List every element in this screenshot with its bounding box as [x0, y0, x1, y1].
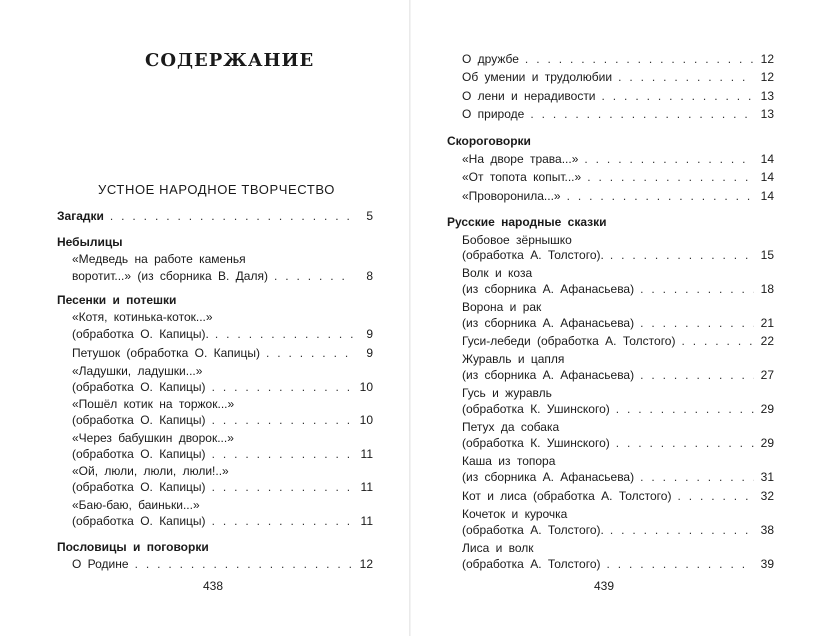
- toc-entry-line[interactable]: «Медведь на работе каменья: [72, 252, 246, 266]
- toc-entry[interactable]: воротит...» (из сборника В. Даля) . . . 8: [72, 269, 373, 283]
- contents-title: СОДЕРЖАНИЕ: [145, 50, 315, 71]
- toc-entry-line[interactable]: Каша из топора: [462, 454, 556, 468]
- toc-entry-line[interactable]: «Пошёл котик на торжок...»: [72, 397, 235, 411]
- toc-entry[interactable]: (обработка А. Толстого). . . . 15: [462, 248, 774, 262]
- toc-entry[interactable]: Гуси-лебеди (обработка А. Толстого) . . . 22: [462, 334, 774, 348]
- part-subtitle: УСТНОЕ НАРОДНОЕ ТВОРЧЕСТВО: [98, 182, 335, 197]
- toc-entry-line[interactable]: «Котя, котинька-коток...»: [72, 310, 213, 324]
- toc-entry-line[interactable]: Ворона и рак: [462, 300, 542, 314]
- section-heading-skazki: Русские народные сказки: [447, 215, 607, 229]
- toc-entry[interactable]: (из сборника А. Афанасьева) . . . 31: [462, 470, 774, 484]
- toc-entry-line[interactable]: Волк и коза: [462, 266, 533, 280]
- toc-entry[interactable]: (обработка О. Капицы) . . . 11: [72, 480, 373, 494]
- toc-entry-line[interactable]: Лиса и волк: [462, 541, 534, 555]
- toc-entry[interactable]: Петушок (обработка О. Капицы) . . . 9: [72, 346, 373, 360]
- toc-entry[interactable]: Об умении и трудолюбии . . . 12: [462, 70, 774, 84]
- toc-entry[interactable]: (обработка О. Капицы) . . . 10: [72, 413, 373, 427]
- toc-entry[interactable]: О лени и нерадивости . . . 13: [462, 89, 774, 103]
- toc-entry[interactable]: (обработка О. Капицы) . . . 11: [72, 514, 373, 528]
- toc-entry[interactable]: (из сборника А. Афанасьева) . . . 27: [462, 368, 774, 382]
- section-heading-pesenki: Песенки и потешки: [57, 293, 177, 307]
- toc-entry[interactable]: «Проворонила...» . . . 14: [462, 189, 774, 203]
- toc-entry[interactable]: (из сборника А. Афанасьева) . . . 21: [462, 316, 774, 330]
- toc-entry[interactable]: (обработка О. Капицы) . . . 11: [72, 447, 373, 461]
- page-number: 439: [594, 579, 615, 593]
- toc-entry-line[interactable]: Журавль и цапля: [462, 352, 565, 366]
- toc-entry[interactable]: О дружбе . . . 12: [462, 52, 774, 66]
- section-heading-skorogovorki: Скороговорки: [447, 134, 531, 148]
- toc-entry-line[interactable]: «Ой, люли, люли, люли!..»: [72, 464, 229, 478]
- toc-entry[interactable]: Кот и лиса (обработка А. Толстого) . . . 32: [462, 489, 774, 503]
- toc-entry-line[interactable]: «Баю-баю, баиньки...»: [72, 498, 200, 512]
- toc-entry[interactable]: (обработка А. Толстого). . . . 38: [462, 523, 774, 537]
- toc-entry[interactable]: (обработка О. Капицы). . . . 9: [72, 327, 373, 341]
- toc-entry-line[interactable]: Кочеток и курочка: [462, 507, 568, 521]
- toc-entry[interactable]: (обработка К. Ушинского) . . . 29: [462, 436, 774, 450]
- toc-entry[interactable]: «От топота копыт...» . . . 14: [462, 170, 774, 184]
- toc-entry-line[interactable]: «Ладушки, ладушки...»: [72, 364, 203, 378]
- toc-entry-line[interactable]: Гусь и журавль: [462, 386, 552, 400]
- section-heading-poslovitsy: Пословицы и поговорки: [57, 540, 209, 554]
- toc-entry[interactable]: «На дворе трава...» . . . 14: [462, 152, 774, 166]
- page-number: 438: [203, 579, 224, 593]
- toc-entry-zagadki[interactable]: Загадки . . . 5: [57, 209, 373, 223]
- toc-entry[interactable]: (обработка К. Ушинского) . . . 29: [462, 402, 774, 416]
- toc-entry-line[interactable]: «Через бабушкин дворок...»: [72, 431, 234, 445]
- right-page: [410, 0, 820, 636]
- toc-entry[interactable]: (обработка О. Капицы) . . . 10: [72, 380, 373, 394]
- toc-entry[interactable]: О природе . . . 13: [462, 107, 774, 121]
- toc-entry[interactable]: (обработка А. Толстого) . . . 39: [462, 557, 774, 571]
- toc-entry[interactable]: О Родине . . . 12: [72, 557, 373, 571]
- toc-entry-line[interactable]: Бобовое зёрнышко: [462, 233, 572, 247]
- section-heading-nebylitsy: Небылицы: [57, 235, 123, 249]
- toc-entry-line[interactable]: Петух да собака: [462, 420, 560, 434]
- toc-entry[interactable]: (из сборника А. Афанасьева) . . . 18: [462, 282, 774, 296]
